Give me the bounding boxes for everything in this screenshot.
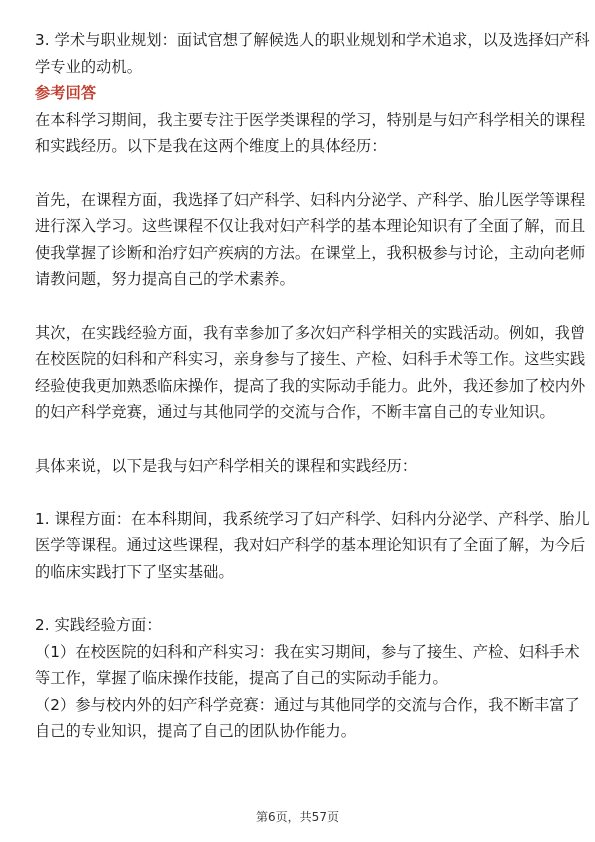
intro-line-2: 和实践经历。以下是我在这两个维度上的具体经历： (35, 137, 387, 156)
document-page (35, 27, 590, 745)
paragraph-gap (35, 293, 563, 320)
practice-paragraph-line-2: 在校医院的妇科和产科实习，亲身参与了接生、产检、妇科手术等工作。这些实践 (35, 350, 586, 369)
question-line-1: 3. 学术与职业规划：面试官想了解候选人的职业规划和学术追求，以及选择妇产科 (35, 31, 590, 49)
courses-paragraph-line-3: 使我掌握了诊断和治疗妇产疾病的方法。在课堂上，我积极参与讨论，主动向老师 (35, 243, 586, 262)
page-number-footer: 第6页，共57页 (256, 810, 339, 824)
practice-paragraph-line-4: 的妇产科学竞赛，通过与其他同学的交流与合作，不断丰富自己的专业知识。 (35, 403, 555, 422)
practice-paragraph-line-3: 经验使我更加熟悉临床操作，提高了我的实际动手能力。此外，我还参加了校内外 (35, 376, 586, 395)
list-practice-item-1-line-1: （1）在校医院的妇科和产科实习：我在实习期间，参与了接生、产检、妇科手术 (35, 642, 580, 661)
courses-paragraph-line-4: 请教问题，努力提高自己的学术素养。 (35, 270, 295, 289)
paragraph-gap (35, 479, 563, 506)
list-practice-item-2-line-1: （2）参与校内外的妇产科学竞赛：通过与其他同学的交流与合作，我不断丰富了 (35, 695, 580, 714)
paragraph-gap (35, 585, 563, 612)
intro-line-1: 在本科学习期间，我主要专注于医学类课程的学习，特别是与妇产科学相关的课程 (35, 110, 586, 129)
courses-paragraph-line-1: 首先，在课程方面，我选择了妇产科学、妇科内分泌学、产科学、胎儿医学等课程 (35, 190, 586, 209)
list-courses-line-3: 的临床实践打下了坚实基础。 (35, 562, 234, 581)
list-courses-line-1: 1. 课程方面：在本科期间，我系统学习了妇产科学、妇科内分泌学、产科学、胎儿 (35, 509, 590, 528)
paragraph-gap (35, 426, 563, 453)
list-practice-title: 2. 实践经验方面： (35, 616, 162, 635)
courses-paragraph-line-2: 进行深入学习。这些课程不仅让我对妇产科学的基本理论知识有了全面了解，而且 (35, 217, 586, 236)
list-courses-line-2: 医学等课程。通过这些课程，我对妇产科学的基本理论知识有了全面了解，为今后 (35, 536, 586, 555)
practice-paragraph-line-1: 其次，在实践经验方面，我有幸参加了多次妇产科学相关的实践活动。例如，我曾 (35, 323, 586, 342)
list-practice-item-1-line-2: 等工作，掌握了临床操作技能，提高了自己的实际动手能力。 (35, 669, 448, 688)
list-practice-item-2-line-2: 自己的专业知识，提高了自己的团队协作能力。 (35, 722, 357, 741)
question-line-2: 学专业的动机。 (35, 57, 143, 76)
reference-answer-heading: 参考回答 (35, 84, 97, 103)
summary-intro-line: 具体来说，以下是我与妇产科学相关的课程和实践经历： (35, 456, 418, 475)
paragraph-gap (35, 160, 563, 187)
